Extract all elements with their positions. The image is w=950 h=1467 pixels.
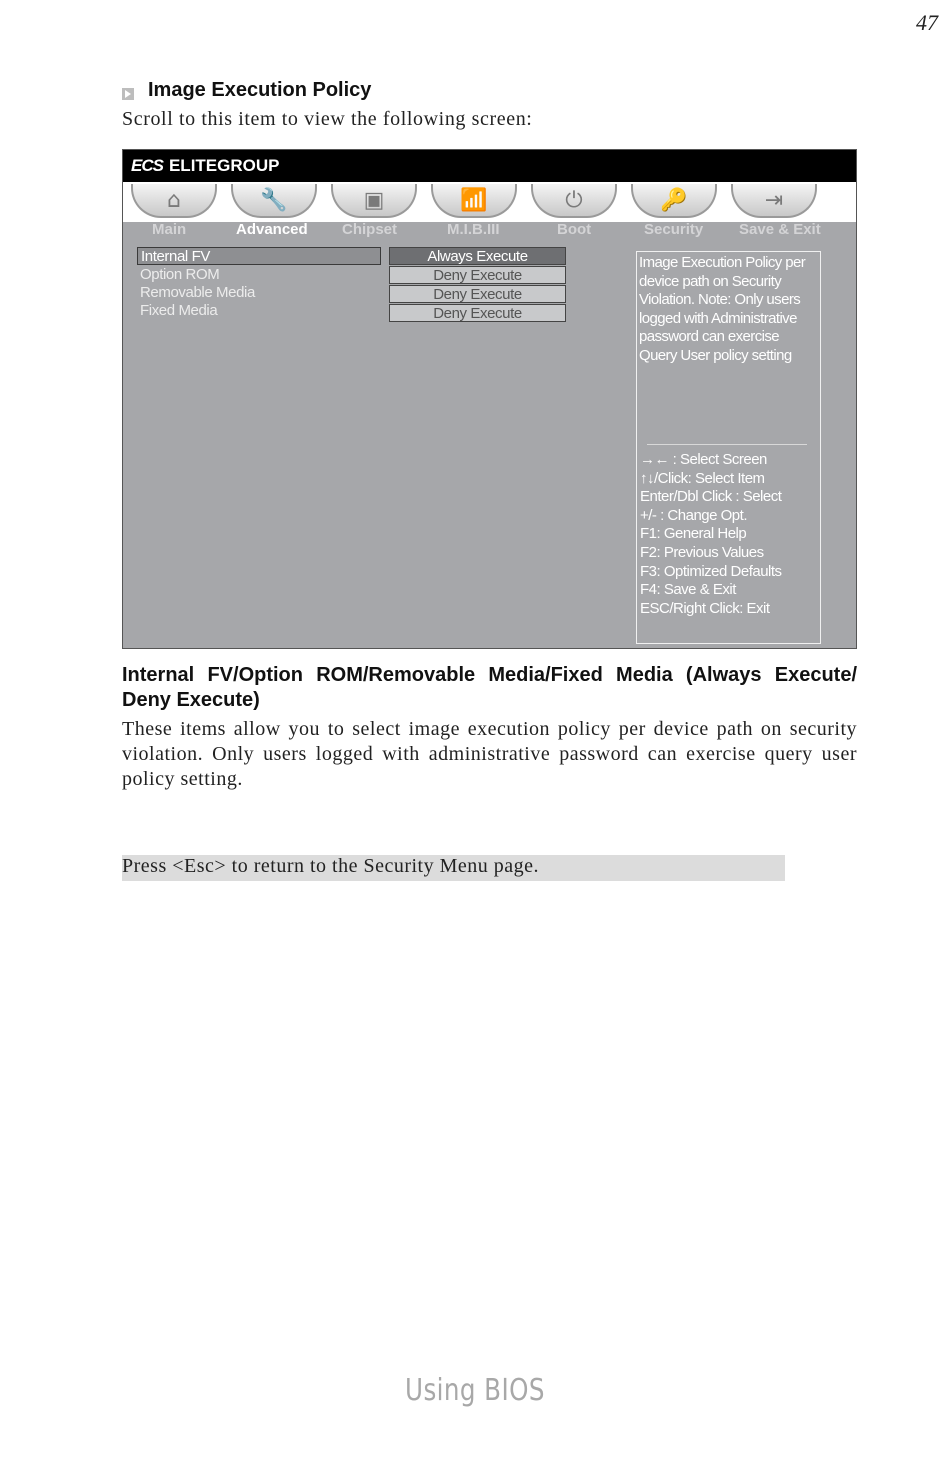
help-panel — [636, 251, 821, 644]
key-hint: F1: General Help — [640, 525, 747, 543]
note-bar: Press <Esc> to return to the Security Menu page. — [122, 855, 785, 881]
ecs-logo: ECS — [131, 156, 163, 175]
setting-fixed-media[interactable]: Fixed Media — [140, 302, 218, 319]
bios-header — [123, 150, 856, 182]
key-hint: F4: Save & Exit — [640, 581, 736, 599]
tab-main[interactable]: Main — [152, 221, 187, 238]
key-hint: ESC/Right Click: Exit — [640, 599, 770, 617]
help-text: Image Execution Policy per device path on Security Violation. Note: Only users logged with Administrative password can exercise Query User policy setting — [639, 254, 806, 364]
page-number: 47 — [916, 10, 938, 35]
key-hint: +/- : Change Opt. — [640, 506, 747, 524]
key-hint: F2: Previous Values — [640, 543, 764, 561]
key-hint: ↑↓/Click: Select Item — [640, 469, 765, 487]
tab-chipset[interactable]: Chipset — [342, 221, 398, 238]
brand-name: ELITEGROUP — [168, 156, 280, 175]
power-icon[interactable]: ⏻ — [531, 184, 617, 218]
setting-removable-media[interactable]: Removable Media — [140, 284, 255, 301]
key-legend — [640, 451, 782, 618]
help-divider — [647, 444, 807, 445]
exit-door-icon[interactable]: ⇥ — [731, 184, 817, 218]
tab-security[interactable]: Security — [644, 221, 704, 238]
performance-chart-icon[interactable]: 📶 — [431, 184, 517, 218]
tab-icon-strip — [123, 182, 856, 222]
subsection-title: Internal FV/Option ROM/Removable Media/Fixed Media (Always Execute/ Deny Execute) — [122, 664, 857, 711]
key-icon[interactable]: 🔑 — [631, 184, 717, 218]
setting-internal-fv[interactable]: Internal FV — [137, 247, 381, 265]
tab-mib[interactable]: M.I.B.III — [447, 221, 500, 238]
key-hint: →← : Select Screen — [640, 451, 767, 468]
subsection-body: These items allow you to select image execution policy per device path on security violation. Only users logged with administrative password can exercise query user policy setting. — [122, 718, 857, 790]
key-hint: Enter/Dbl Click : Select — [640, 488, 782, 506]
value-option-rom[interactable]: Deny Execute — [389, 266, 566, 284]
intro-text: Scroll to this item to view the following screen: — [122, 108, 533, 130]
value-removable-media[interactable]: Deny Execute — [389, 285, 566, 303]
key-hint: F3: Optimized Defaults — [640, 562, 782, 580]
home-icon[interactable]: ⌂ — [131, 184, 217, 218]
setting-option-rom[interactable]: Option ROM — [140, 266, 220, 283]
section-heading — [122, 79, 371, 102]
value-fixed-media[interactable]: Deny Execute — [389, 304, 566, 322]
tab-advanced[interactable]: Advanced — [236, 221, 308, 238]
arrow-bullet-icon — [122, 88, 134, 100]
wrench-icon[interactable]: 🔧 — [231, 184, 317, 218]
footer-title: Using BIOS — [405, 1373, 545, 1408]
section-title: Image Execution Policy — [148, 79, 372, 101]
value-internal-fv[interactable]: Always Execute — [389, 247, 566, 265]
tab-boot[interactable]: Boot — [557, 221, 592, 238]
bios-screenshot — [122, 149, 857, 649]
tab-save-exit[interactable]: Save & Exit — [739, 221, 821, 238]
chip-icon[interactable]: ▣ — [331, 184, 417, 218]
